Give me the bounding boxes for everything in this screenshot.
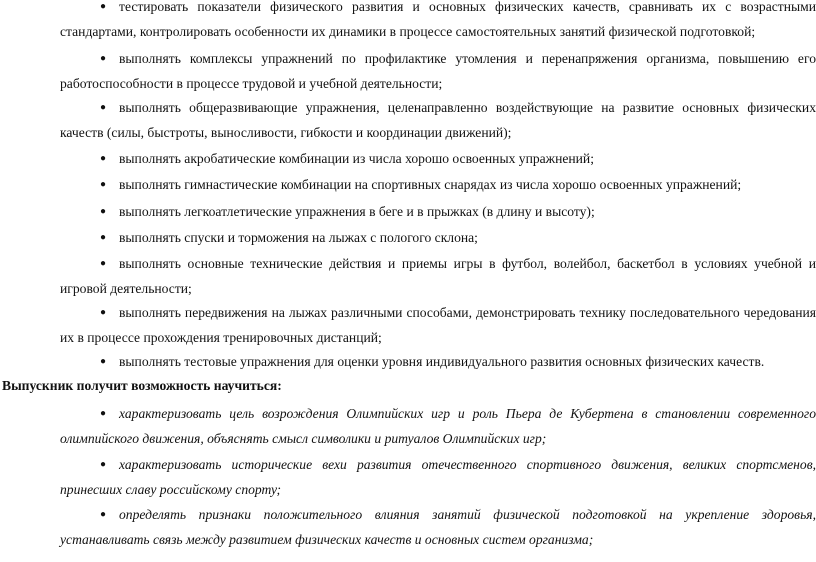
list-item-text: характеризовать цель возрождения Олимпийских игр и роль Пьера де Кубертена в становлении современного олимпийского движения, объяснять смысл символики и ритуалов Олимпийских игр; [60,406,816,446]
bullet-icon: ● [100,206,107,217]
list-item [60,96,816,145]
list-item [60,453,816,502]
list-item-text: выполнять передвижения на лыжах различными способами, демонстрировать технику последовательного чередования их в процессе прохождения тренировочных дистанций; [60,305,816,345]
list-item-text: выполнять комплексы упражнений по профилактике утомления и перенапряжения организма, повышению его работоспособности в процессе трудовой и учебной деятельности; [60,51,816,91]
list-item-text: выполнять основные технические действия и приемы игры в футбол, волейбол, баскетбол в условиях учебной и игровой деятельности; [60,256,816,296]
list-item [60,402,816,451]
bullet-icon: ● [100,53,107,64]
list-item-text: выполнять легкоатлетические упражнения в беге и в прыжках (в длину и высоту); [119,204,595,219]
list-item [60,173,816,198]
list-item [60,147,816,172]
bullet-icon: ● [100,179,107,190]
bullet-icon: ● [100,102,107,113]
list-item-text: выполнять гимнастические комбинации на спортивных снарядах из числа хорошо освоенных упражнений; [119,177,742,192]
bullet-icon: ● [100,509,107,520]
list-item-text: выполнять акробатические комбинации из числа хорошо освоенных упражнений; [119,151,594,166]
list-item-text: определять признаки положительного влияния занятий физической подготовкой на укрепление здоровья, устанавливать связь между развитием физических качеств и основных систем организма; [60,507,816,547]
list-item [60,226,816,251]
list-item-text: тестировать показатели физического развития и основных физических качеств, сравнивать их с возрастными стандартами, контролировать особенности их динамики в процессе самостоятельных занятий физической подготовкой; [60,0,816,39]
list-item [60,0,816,44]
bullet-icon: ● [100,356,107,367]
list-item-text: выполнять тестовые упражнения для оценки уровня индивидуального развития основных физических качеств. [119,354,765,369]
bullet-icon: ● [100,408,107,419]
list-item-text: выполнять общеразвивающие упражнения, целенаправленно воздействующие на развитие основных физических качеств (силы, быстроты, выносливости, гибкости и координации движений); [60,100,816,140]
bullet-icon: ● [100,459,107,470]
section-heading: Выпускник получит возможность научиться: [2,378,282,393]
bullet-icon: ● [100,1,107,12]
list-item [60,47,816,96]
bullet-icon: ● [100,307,107,318]
bullet-icon: ● [100,232,107,243]
bullet-icon: ● [100,153,107,164]
list-item [60,301,816,350]
bullet-icon: ● [100,258,107,269]
list-item [60,503,816,552]
list-item-text: характеризовать исторические вехи развития отечественного спортивного движения, великих спортсменов, принесших славу российскому спорту; [60,457,816,497]
list-item [60,200,816,225]
list-item-text: выполнять спуски и торможения на лыжах с пологого склона; [119,230,478,245]
list-item [60,350,816,375]
list-item [60,252,816,301]
